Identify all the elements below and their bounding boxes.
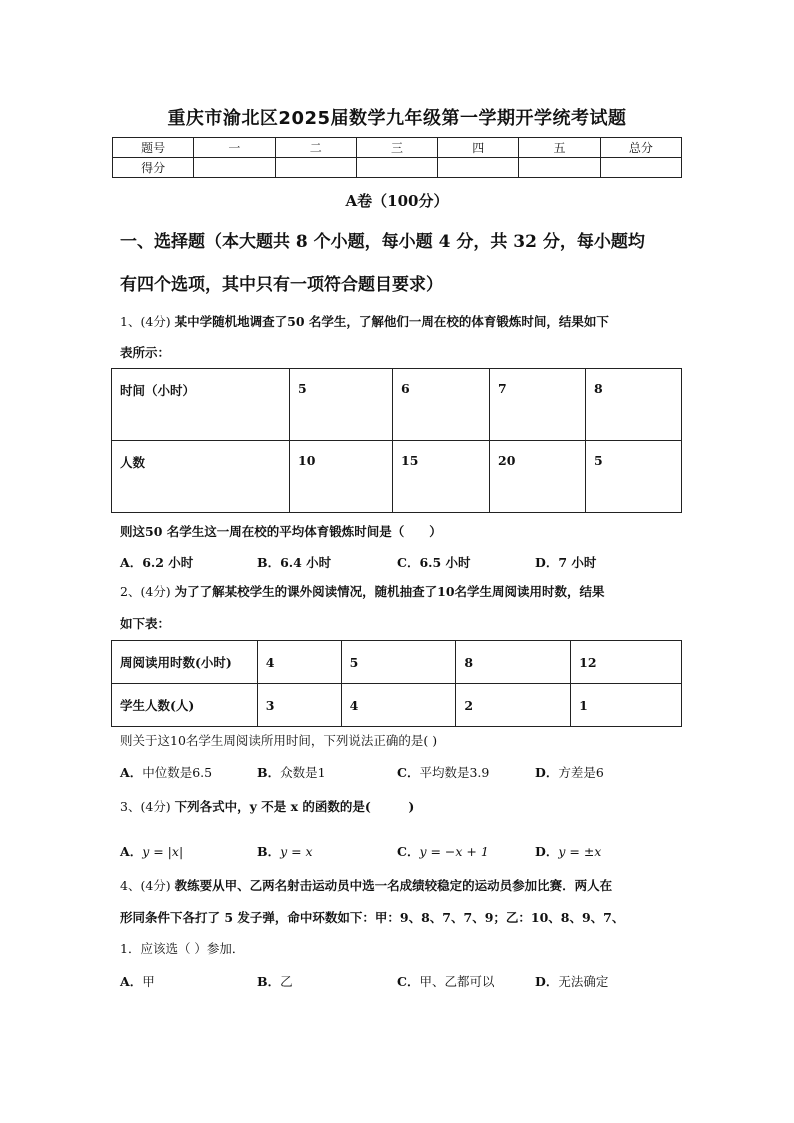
question-2-ask-text: 则关于这10名学生周阅读所用时间，下列说法正确的是( ) [120, 733, 438, 748]
question-4-stem-cont [120, 902, 690, 934]
option-c[interactable] [397, 553, 471, 571]
table-cell: 4 [257, 641, 341, 684]
option-text: 甲 [142, 974, 155, 989]
option-b[interactable] [257, 553, 331, 571]
option-letter: B． [257, 974, 281, 989]
question-1-table [111, 368, 682, 513]
table-row [112, 369, 682, 441]
question-2-ask [120, 725, 690, 757]
option-text: 众数是1 [280, 765, 326, 780]
option-letter: C． [397, 974, 420, 989]
question-1-stem-cont [120, 337, 690, 369]
question-1-ask-text: 则这50 名学生这一周在校的平均体育锻炼时间是（ ） [120, 524, 442, 539]
question-2-text-cont: 如下表： [120, 616, 171, 631]
score-header-cell: 三 [356, 138, 437, 158]
score-header-cell: 五 [519, 138, 600, 158]
table-cell: 人数 [112, 441, 290, 513]
option-b[interactable] [257, 763, 326, 781]
table-row [112, 441, 682, 513]
question-1-prefix: 1、(4分) [120, 314, 171, 329]
option-letter: B． [257, 555, 281, 570]
table-cell: 7 [490, 369, 586, 441]
table-cell: 3 [257, 684, 341, 727]
question-3-stem [120, 791, 690, 823]
question-2-stem-cont [120, 608, 690, 640]
table-cell: 4 [341, 684, 456, 727]
score-header-cell: 二 [275, 138, 356, 158]
option-text: 甲、乙都可以 [419, 974, 495, 989]
table-cell: 周阅读用时数(小时) [112, 641, 258, 684]
option-b[interactable] [257, 842, 313, 860]
option-text: 6.4 小时 [280, 555, 332, 570]
table-cell: 学生人数(人) [112, 684, 258, 727]
question-3-text: 下列各式中，y 不是 x 的函数的是( ) [174, 799, 415, 814]
table-cell: 2 [456, 684, 571, 727]
option-letter: C． [397, 765, 420, 780]
option-d[interactable] [535, 763, 604, 781]
option-letter: D． [535, 844, 559, 859]
paper-a-label: A卷（100分） [345, 192, 449, 210]
score-row-label: 得分 [113, 158, 194, 178]
option-a[interactable] [120, 972, 155, 990]
question-3-prefix: 3、(4分) [120, 799, 171, 814]
option-letter: A． [120, 555, 143, 570]
score-table [112, 137, 682, 178]
question-4-stem-cont2 [120, 933, 690, 965]
option-a[interactable] [120, 763, 212, 781]
question-2-table [111, 640, 682, 727]
option-letter: D． [535, 765, 559, 780]
option-formula: y = ±x [558, 844, 602, 859]
question-4-prefix: 4、(4分) [120, 878, 171, 893]
score-cell [194, 158, 275, 178]
question-4-text: 教练要从甲、乙两名射击运动员中选一名成绩较稳定的运动员参加比赛．两人在 [174, 878, 613, 893]
score-table-header-row [113, 138, 682, 158]
table-cell: 5 [290, 369, 393, 441]
score-cell [356, 158, 437, 178]
question-2-text: 为了了解某校学生的课外阅读情况，随机抽查了10名学生周阅读用时数，结果 [174, 584, 605, 599]
question-2-stem [120, 576, 690, 608]
option-text: 6.5 小时 [419, 555, 471, 570]
section-heading-line2: 有四个选项，其中只有一项符合题目要求） [120, 275, 443, 295]
option-letter: B． [257, 765, 281, 780]
table-cell: 1 [571, 684, 682, 727]
question-2-options [120, 763, 700, 783]
table-cell: 5 [586, 441, 682, 513]
option-formula: y = −x + 1 [419, 844, 489, 859]
score-cell [600, 158, 681, 178]
option-text: 中位数是6.5 [142, 765, 213, 780]
score-header-cell: 一 [194, 138, 275, 158]
option-text: 平均数是3.9 [419, 765, 490, 780]
option-c[interactable] [397, 842, 489, 860]
table-row [112, 684, 682, 727]
option-letter: C． [397, 844, 420, 859]
table-cell: 10 [290, 441, 393, 513]
option-text: 方差是6 [558, 765, 604, 780]
question-1-ask [120, 516, 690, 548]
option-d[interactable] [535, 842, 601, 860]
option-a[interactable] [120, 842, 183, 860]
score-cell [438, 158, 519, 178]
option-c[interactable] [397, 763, 489, 781]
exam-title: 重庆市渝北区2025届数学九年级第一学期开学统考试题 [167, 108, 627, 129]
option-text: 乙 [280, 974, 293, 989]
question-1-stem [120, 306, 690, 338]
score-header-cell: 题号 [113, 138, 194, 158]
option-letter: B． [257, 844, 281, 859]
score-header-cell: 四 [438, 138, 519, 158]
table-cell: 12 [571, 641, 682, 684]
option-letter: A． [120, 974, 143, 989]
option-formula: y = |x| [142, 844, 184, 859]
score-cell [275, 158, 356, 178]
option-letter: C． [397, 555, 420, 570]
table-cell: 15 [393, 441, 490, 513]
question-1-options [120, 553, 700, 573]
question-2-prefix: 2、(4分) [120, 584, 171, 599]
option-c[interactable] [397, 972, 494, 990]
option-text: 无法确定 [558, 974, 609, 989]
option-d[interactable] [535, 553, 596, 571]
score-table-score-row [113, 158, 682, 178]
option-letter: D． [535, 555, 559, 570]
option-b[interactable] [257, 972, 293, 990]
question-4-options [120, 972, 700, 992]
question-4-text-cont2: 1．应该选（ ）参加． [120, 941, 245, 956]
score-header-cell: 总分 [600, 138, 681, 158]
table-cell: 8 [456, 641, 571, 684]
question-3-options [120, 842, 700, 862]
table-cell: 6 [393, 369, 490, 441]
question-4-stem [120, 870, 690, 902]
section-heading-line1: 一、选择题（本大题共 8 个小题，每小题 4 分，共 32 分，每小题均 [120, 232, 645, 252]
table-cell: 时间（小时） [112, 369, 290, 441]
question-4-text-cont: 形同条件下各打了 5 发子弹，命中环数如下：甲：9、8、7、7、9；乙：10、8、9、7、 [120, 910, 625, 925]
option-letter: D． [535, 974, 559, 989]
option-letter: A． [120, 765, 143, 780]
option-letter: A． [120, 844, 143, 859]
table-row [112, 641, 682, 684]
question-1-text-cont: 表所示： [120, 345, 171, 360]
table-cell: 20 [490, 441, 586, 513]
table-cell: 8 [586, 369, 682, 441]
option-formula: y = x [280, 844, 313, 859]
table-cell: 5 [341, 641, 456, 684]
option-text: 6.2 小时 [142, 555, 194, 570]
option-d[interactable] [535, 972, 608, 990]
question-1-text: 某中学随机地调查了50 名学生，了解他们一周在校的体育锻炼时间，结果如下 [174, 314, 609, 329]
score-cell [519, 158, 600, 178]
option-a[interactable] [120, 553, 193, 571]
option-text: 7 小时 [558, 555, 597, 570]
